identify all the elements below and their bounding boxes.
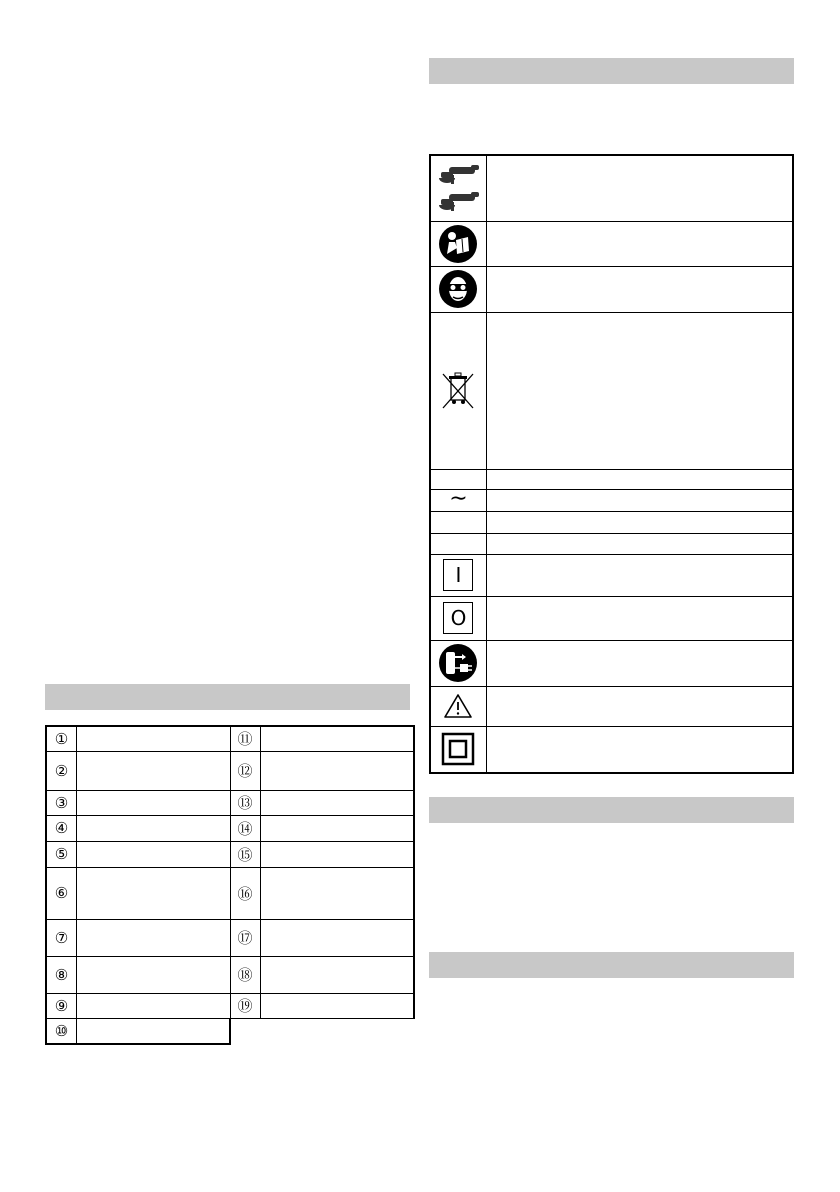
symbol-description [486,640,793,686]
symbol-description [486,554,793,596]
part-name-cell [77,956,231,993]
part-name-cell [77,919,231,956]
part-number: ⑩ [46,1018,77,1044]
part-number: ⑲ [230,993,260,1018]
part-number: ⑤ [46,841,77,867]
parts-table [45,725,415,1045]
part-number: ② [46,751,77,790]
symbol-description [486,686,793,726]
symbol-icon-cell [430,533,486,554]
part-number: ⑥ [46,867,77,919]
part-name-cell [260,956,414,993]
part-number: ⑪ [230,726,260,751]
part-number: ⑭ [230,815,260,841]
warning-triangle-icon [430,686,486,726]
angle-grinder-icon [430,155,486,221]
alternating-current-icon [430,486,486,511]
part-name-cell [77,993,231,1018]
symbol-description [486,533,793,554]
part-name-cell [260,815,414,841]
part-name-cell [77,751,231,790]
part-number: ③ [46,790,77,815]
part-name-cell [77,1018,231,1044]
part-number: ① [46,726,77,751]
part-name-cell [77,841,231,867]
read-manual-icon [430,221,486,266]
part-number: ⑰ [230,919,260,956]
part-name-cell [260,790,414,815]
part-number: ⑯ [230,867,260,919]
section-header-bar-parts [45,684,410,710]
switch-off-glyph: O [443,602,473,634]
part-name-cell [77,815,231,841]
switch-off-icon [430,596,486,640]
part-name-cell [260,726,414,751]
symbol-description [486,726,793,773]
part-number: ⑧ [46,956,77,993]
part-name-cell [260,751,414,790]
part-number: ⑬ [230,790,260,815]
part-number: ⑨ [46,993,77,1018]
symbol-description [486,469,793,489]
section-header-bar-4 [429,952,794,978]
symbols-table [429,154,794,774]
part-name-cell [260,867,414,919]
switch-on-glyph: I [443,559,473,591]
crossed-bin-icon [430,312,486,469]
symbol-icon-cell [430,511,486,533]
symbol-description [486,511,793,533]
disconnect-plug-icon [430,640,486,686]
part-number: ⑫ [230,751,260,790]
section-header-bar-3 [429,797,794,823]
part-number: ④ [46,815,77,841]
part-number: ⑱ [230,956,260,993]
part-name-cell [260,919,414,956]
switch-on-icon [430,554,486,596]
part-name-cell [77,726,231,751]
part-number: ⑮ [230,841,260,867]
class-ii-icon [430,726,486,773]
symbol-description [486,155,793,221]
part-name-cell [260,993,414,1018]
part-number: ⑦ [46,919,77,956]
symbol-description [486,266,793,312]
alternating-current-glyph: ∼ [449,486,468,511]
eye-protection-icon [430,266,486,312]
section-header-bar-symbols [429,58,794,84]
symbol-description [486,221,793,266]
symbol-description [486,489,793,511]
part-name-cell [77,867,231,919]
symbol-description [486,312,793,469]
part-name-cell [77,790,231,815]
symbol-description [486,596,793,640]
part-name-cell [260,841,414,867]
